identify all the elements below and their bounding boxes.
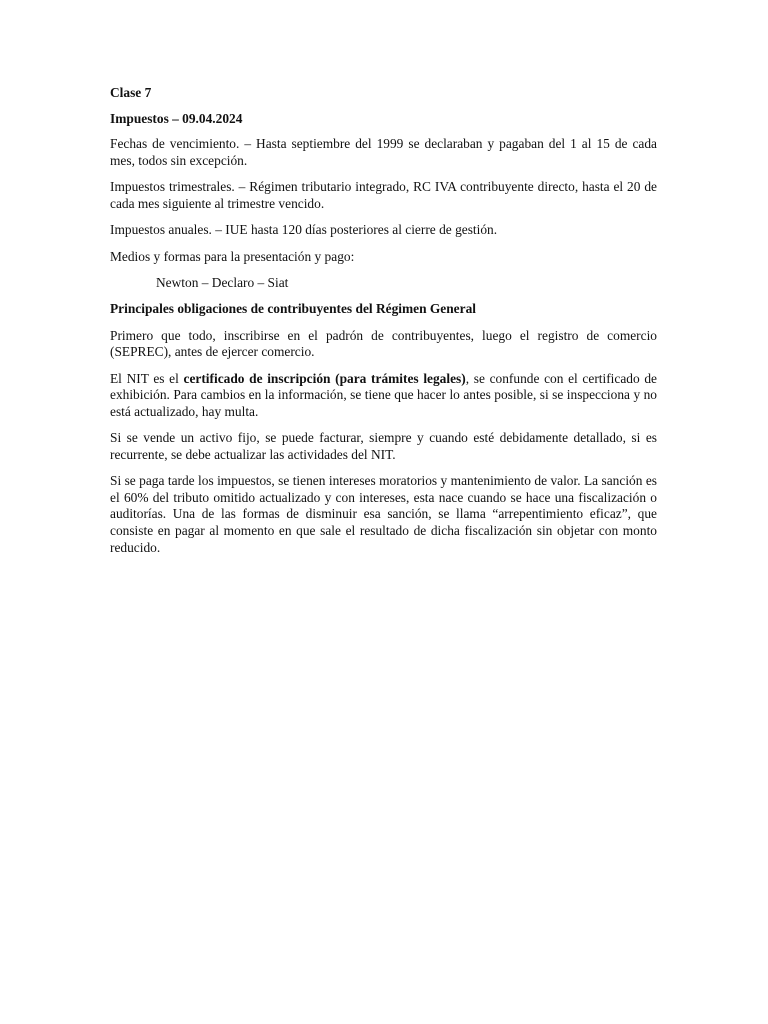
class-title: Clase 7 bbox=[110, 85, 152, 100]
paragraph-payment-means: Medios y formas para la presentación y pago: bbox=[110, 248, 355, 264]
paragraph-nit-bold: certificado de inscripción (para trámites legales) bbox=[183, 370, 466, 386]
paragraph-annual-taxes: Impuestos anuales. – IUE hasta 120 días posteriores al cierre de gestión. bbox=[110, 222, 498, 238]
paragraph-fixed-asset: Si se vende un activo fijo, se puede facturar, siempre y cuando esté debidamente detallado, si es recurrente, se debe actualizar las actividades del NIT. bbox=[110, 430, 657, 462]
paragraph-nit-end: , se confunde con el certificado de exhibición. Para cambios en la información, se tiene que hacer lo antes posible, si se inspecciona y no está actualizado, hay multa. bbox=[110, 370, 657, 419]
paragraph-payment-systems: Newton – Declaro – Siat bbox=[156, 274, 289, 290]
document-page bbox=[110, 85, 657, 566]
paragraph-registration: Primero que todo, inscribirse en el padrón de contribuyentes, luego el registro de comercio (SEPREC), antes de ejercer comercio. bbox=[110, 327, 657, 360]
paragraph-nit bbox=[110, 371, 657, 421]
paragraph-late-payment: Si se paga tarde los impuestos, se tienen intereses moratorios y mantenimiento de valor. La sanción es el 60% del tributo omitido actualizado y con intereses, esta nace cuando se hace una fiscalización o auditorías. Una de las formas de disminuir esa sanción, se llama “arrepentimiento eficaz”, que consiste en pagar al momento en que sale el resultado de dicha fiscalización sin objetar con monto reducido. bbox=[110, 473, 657, 555]
section-heading: Principales obligaciones de contribuyentes del Régimen General bbox=[110, 301, 476, 317]
paragraph-nit-start: El NIT es el bbox=[110, 370, 184, 386]
paragraph-quarterly-taxes: Impuestos trimestrales. – Régimen tributario integrado, RC IVA contribuyente directo, hasta el 20 de cada mes siguiente al trimestre vencido. bbox=[110, 179, 657, 211]
subject-title: Impuestos – 09.04.2024 bbox=[110, 110, 243, 126]
paragraph-due-dates: Fechas de vencimiento. – Hasta septiembre del 1999 se declaraban y pagaban del 1 al 15 de cada mes, todos sin excepción. bbox=[110, 136, 657, 168]
